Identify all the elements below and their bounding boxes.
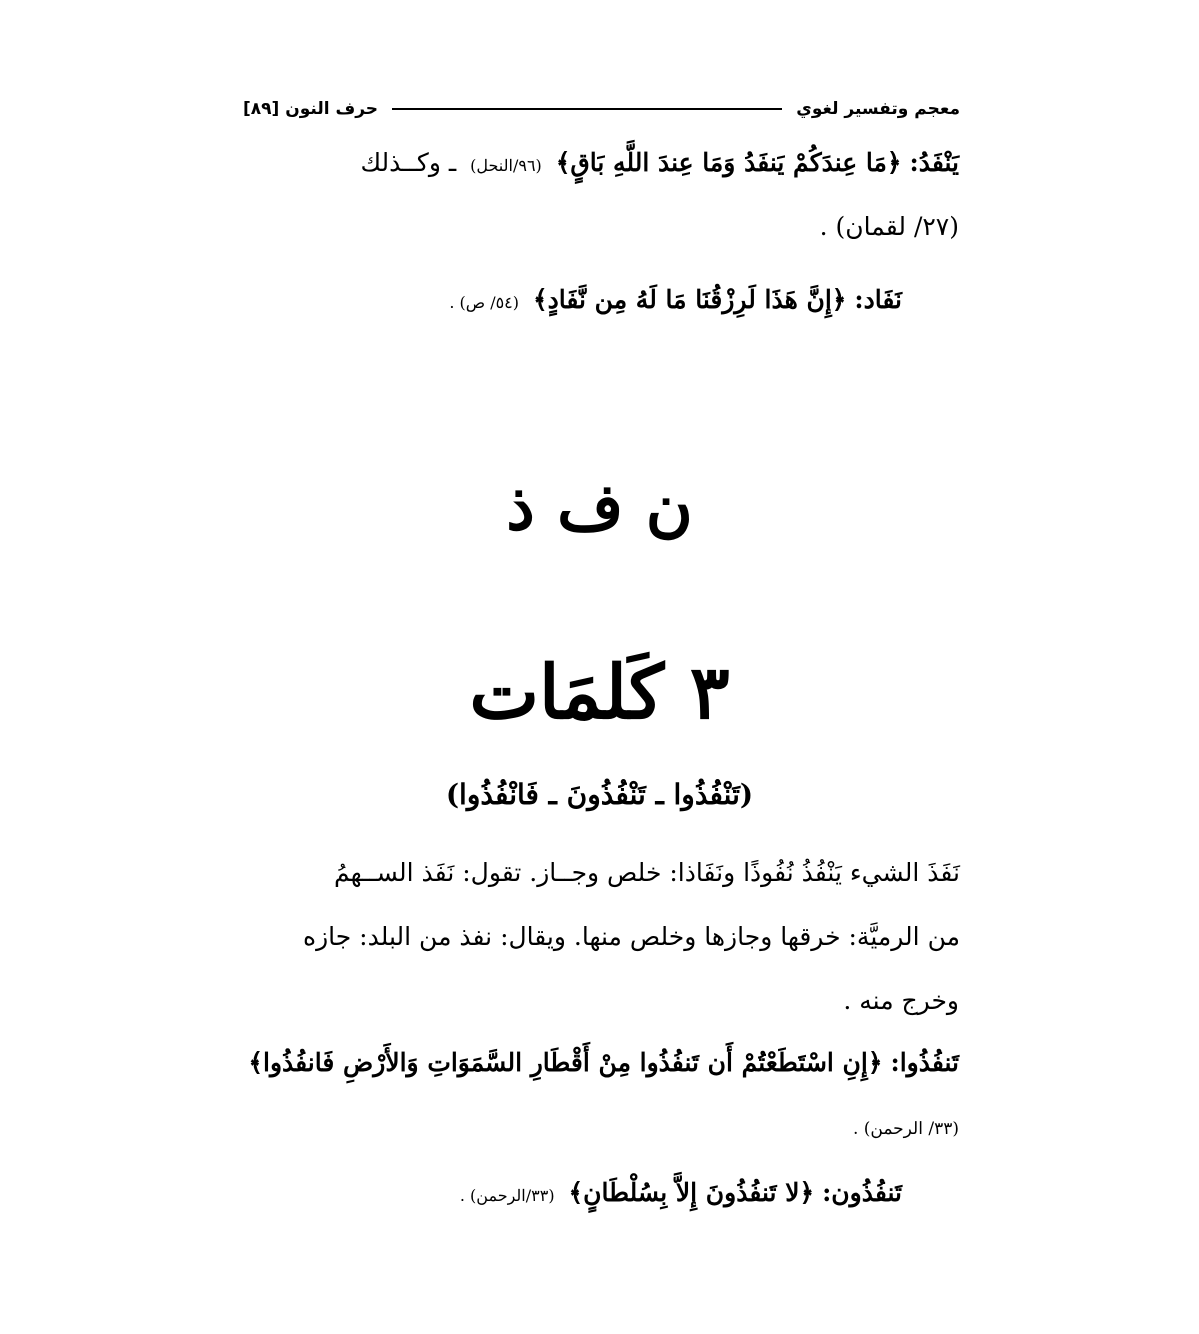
entry-head: نَفَاد: bbox=[854, 285, 902, 314]
verse-reference: (٣٣/ الرحمن) . bbox=[852, 1119, 959, 1139]
page-header bbox=[243, 94, 960, 124]
entry-nafad bbox=[443, 283, 902, 320]
verse-reference: (٣٣/الرحمن) . bbox=[459, 1186, 555, 1205]
entry-yanfadu-continuation: (٢٧/ لقمان) . bbox=[819, 212, 959, 241]
definition-line: من الرميَّة: خرقها وجازها وخلص منها. ويقال: نفذ من البلد: جازه bbox=[302, 922, 960, 951]
quran-quote: ﴿إِنِ اسْتَطَعْتُمْ أَن تَنفُذُوا مِنْ أَقْطَارِ السَّمَوَاتِ وَالأَرْضِ فَانفُذُوا﴾ bbox=[248, 1048, 883, 1077]
entry-yanfadu bbox=[360, 146, 959, 183]
definition-line: نَفَذَ الشيء يَنْفُذُ نُفُوذًا ونَفَاذا: خلص وجــاز. تقول: نَفَذ الســهمُ bbox=[333, 858, 960, 887]
chapter-page-number: حرف النون [٨٩] bbox=[243, 99, 379, 119]
header-rule bbox=[392, 108, 782, 110]
entry-head: يَنْفَدُ: bbox=[909, 148, 959, 177]
root-heading: ن ف ذ bbox=[506, 470, 693, 545]
entry-head: تَنفُذُوا: bbox=[890, 1048, 959, 1077]
derived-words-list: (تَنْفُذُوا ـ تَنْفُذُونَ ـ فَانْفُذُوا) bbox=[445, 778, 754, 811]
entry-tail: ـ وكــذلك bbox=[360, 148, 457, 177]
book-title: معجم وتفسير لغوي bbox=[796, 99, 960, 119]
definition-line: وخرج منه . bbox=[843, 986, 959, 1015]
entry-tanfudhu bbox=[248, 1046, 959, 1080]
word-count-title: ٣ كَلمَات bbox=[469, 650, 730, 736]
entry-tanfudhun bbox=[454, 1176, 902, 1213]
quran-quote: ﴿إِنَّ هَذَا لَرِزْقُنَا مَا لَهُ مِن نَّفَادٍ﴾ bbox=[532, 285, 847, 314]
quran-quote: ﴿لا تَنفُذُونَ إِلاَّ بِسُلْطَانٍ﴾ bbox=[568, 1178, 815, 1207]
verse-reference: (٩٦/النحل) bbox=[470, 156, 542, 175]
entry-head: تَنفُذُون: bbox=[822, 1178, 902, 1207]
verse-reference: (٥٤/ ص) . bbox=[449, 293, 520, 312]
quran-quote: ﴿مَا عِندَكُمْ يَنفَدُ وَمَا عِندَ اللَّهِ بَاقٍ﴾ bbox=[555, 148, 902, 177]
